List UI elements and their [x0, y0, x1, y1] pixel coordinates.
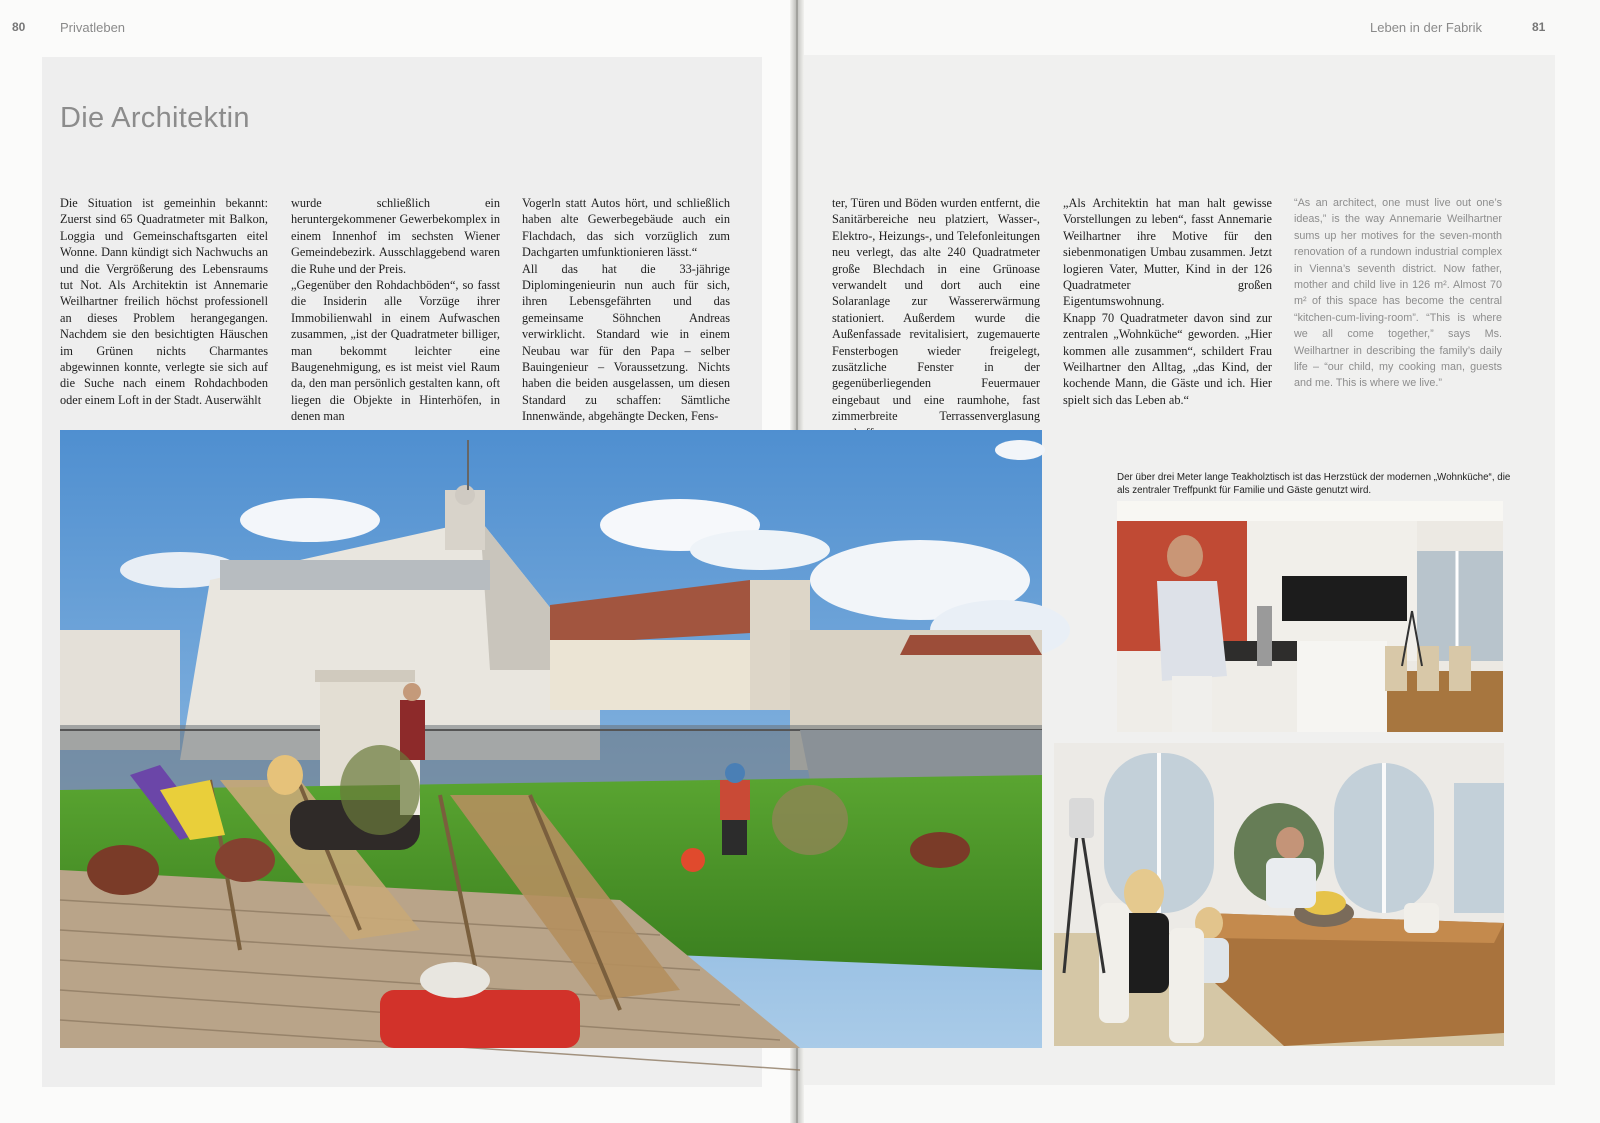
column-5-text: „Als Architektin hat man halt gewisse Vorstellungen zu leben“, fasst Annemarie Weilhartner ihre Motive für den siebenmonatigen Umbau zusammen. Jetzt logieren Vater, Mutter, Kind in der 126 Quadratmeter großen Eigentumswohnung. Knapp 70 Quadratmeter davon sind zur zentralen „Wohnküche“ geworden. „Hier kommen alle zusammen“, schildert Frau Weilhartner den Alltag, „das Kind, der kochende Mann, die Gäste und ich. Hier spielt sich das Leben ab.“ [1063, 196, 1272, 407]
right-page-number: 81 [1532, 20, 1546, 34]
english-summary-text: “As an architect, one must live out one’s ideas,” is the way Annemarie Weilhartner sums up her motives for the seven-month renovation of a rundown industrial complex in Vienna’s seventh district. Now father, mother and child live in 126 m². Almost 70 m² of this space has become the central “kitchen-cum-living-room”. “This is where we all come together,” says Ms. Weilhartner in describing the family’s daily life – “our child, my cooking man, guests and me. This is where we live.” [1294, 197, 1502, 390]
photo-caption: Der über drei Meter lange Teakholztisch ist das Herzstück der modernen „Wohnküche“, die als zentraler Treffpunkt für Familie und Gäste genutzt wird. [1117, 472, 1511, 496]
article-title: Die Architektin [60, 102, 250, 134]
text-column-2 [291, 195, 500, 424]
column-4-text: ter, Türen und Böden wurden entfernt, die Sanitärbereiche neu platziert, Wasser-, Elektro-, Heizungs-, und Telefonleitungen neu verlegt, das alte 240 Quadratmeter große Blechdach in eine Grünoase verwandelt und dort auch eine Solaranlage zur Wassererwärmung stationiert. Außerdem wurde die Außenfassade revitalisiert, zugemauerte Fensterbogen wieder freigelegt, zusätzliche Fenster in der gegenüberliegenden Feuermauer eingebaut und eine raumhohe, fast zimmerbreite Terrassenverglasung [832, 196, 1040, 424]
kitchen-photo [1117, 501, 1503, 732]
dining-table-photo [1054, 743, 1504, 1046]
english-summary-column [1294, 195, 1502, 410]
text-column-4 [832, 195, 1040, 424]
column-3-text: Vogerln statt Autos hört, und schließlich haben alte Gewerbegebäude auch ein Flachdach, das sich vorzüglich zum Dachgarten umfunktionieren lässt.“ All das hat die 33-jährige Diplomingenieurin nun auch für sich, ihren Lebensgefährten und das gemeinsame Söhnchen Andreas verwirklicht. Standard wie in einem Neubau war für den Papa – selber Bauingenieur – Voraussetzung. Nichts haben die beiden ausgelassen, um diesen Standard zu schaffen: Sämtliche Innenwände, abgehängte Decken, Fens- [522, 196, 730, 424]
text-column-1 [60, 195, 268, 410]
rooftop-terrace-photo [60, 430, 1042, 1048]
column-1-text: Die Situation ist gemeinhin bekannt: Zuerst sind 65 Quadratmeter mit Balkon, Loggia und Gemeinschaftsgarten eitel Wonne. Dann kündigt sich Nachwuchs an und die Vergrößerung des Lebensraums tut Not. Als Architektin ist Annemarie Weilhartner freilich höchst professionell an dieses Problem herangegangen. Nachdem sie den besichtigten Häuschen im Grünen nichts Charmantes abgewinnen konnte, verlegte sie sich auf die Suche nach einem Rohdachboden oder einem Loft in der Stadt. Auserwählt [60, 196, 268, 407]
column-2-text: wurde schließlich ein heruntergekommener Gewerbekomplex in einem Innenhof im sechsten Wiener Gemeindebezirk. Ausschlaggebend waren die Ruhe und der Preis. „Gegenüber den Rohdachböden“, so fasst die Insiderin alle Vorzüge ihrer Immobilienwahl in einem Aufwaschen zusammen, „ist der Quadratmeter billiger, man bekommt leichter eine Baugenehmigung, es ist meist viel Raum da, den man persönlich gestalten kann, oft liegen die Objekte in Hinterhöfen, in denen man [291, 196, 500, 424]
left-running-head: Privatleben [60, 20, 126, 35]
text-column-3 [522, 195, 730, 424]
left-page-number: 80 [12, 20, 26, 34]
text-column-5 [1063, 195, 1272, 410]
right-running-head: Leben in der Fabrik [1370, 20, 1483, 35]
